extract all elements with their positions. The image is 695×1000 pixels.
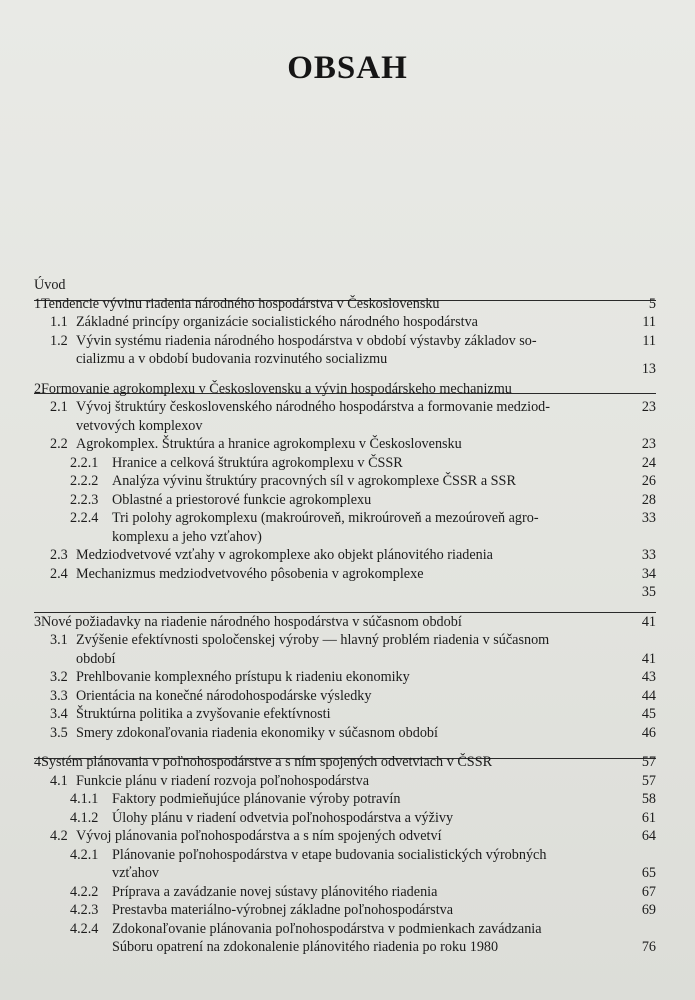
- toc-entry-page: 58: [641, 791, 656, 807]
- toc-entry-title: Mechanizmus medziodvetvového pôsobenia v agrokomplexe: [76, 565, 424, 582]
- toc-entry: [34, 631, 656, 650]
- toc-entry-page: 23: [641, 399, 656, 415]
- toc-entry: [34, 491, 656, 510]
- toc-entry: [34, 454, 656, 473]
- toc-entry: [34, 705, 656, 724]
- toc-entry-number: 4.2: [50, 828, 68, 844]
- toc-entry: [34, 687, 656, 706]
- toc-entry-page: 43: [641, 669, 656, 685]
- toc-entry: [34, 846, 656, 865]
- toc-entry-title: Základné princípy organizácie socialistického národného hospodárstva: [76, 314, 478, 330]
- toc-entry: [34, 509, 656, 528]
- toc-entry-number: 4.2.4: [70, 920, 99, 937]
- toc-entry: [34, 724, 656, 743]
- toc-entry-number: 1.2: [50, 332, 68, 349]
- toc-entry-number: 4.2.3: [70, 902, 99, 918]
- toc-entry-page: 45: [641, 706, 656, 722]
- toc-entry-number: 2: [34, 380, 42, 397]
- toc-entry-page: 46: [641, 724, 656, 741]
- toc-entry-page: 57: [641, 754, 656, 770]
- toc-entry-number: 2.2.2: [70, 473, 99, 489]
- toc-entry: [34, 417, 656, 436]
- toc-entry-title: Funkcie plánu v riadení rozvoja poľnohospodárstva: [76, 772, 369, 789]
- toc-entry: [34, 472, 656, 491]
- toc-entry-page: 33: [641, 510, 656, 526]
- toc-entry-title: Úlohy plánu v riadení odvetvia poľnohospodárstva a výživy: [112, 809, 454, 826]
- toc-entry-title: Agrokomplex. Štruktúra a hranice agrokomplexu v Československu: [76, 436, 462, 452]
- toc-entry: [34, 435, 656, 454]
- toc-entry-title: Štruktúrna politika a zvyšovanie efektívnosti: [76, 706, 331, 722]
- toc-entry: [34, 380, 656, 399]
- toc-entry-title: Orientácia na konečné národohospodárske výsledky: [76, 687, 372, 704]
- toc-entry-title: Tendencie vývinu riadenia národného hospodárstva v Československu: [41, 295, 440, 312]
- toc-entry: [34, 565, 656, 584]
- toc-entry: [34, 332, 656, 351]
- toc-entry-page: 41: [641, 650, 656, 667]
- toc-entry-page: 64: [641, 828, 656, 844]
- toc-entry-title: Smery zdokonaľovania riadenia ekonomiky v súčasnom období: [76, 724, 438, 741]
- toc-entry-title: Medziodvetvové vzťahy v agrokomplexe ako objekt plánovitého riadenia: [76, 547, 493, 563]
- toc-entry-page: 26: [641, 473, 656, 489]
- toc-entry: [34, 583, 656, 602]
- toc-entry-number: 2.1: [50, 399, 68, 415]
- toc-entry-number: 3: [34, 613, 42, 630]
- toc-entry-title: Súboru opatrení na zdokonalenie plánovitého riadenia po roku 1980: [112, 939, 499, 955]
- toc-entry-number: 2.4: [50, 565, 68, 582]
- toc-entry-page: 76: [641, 939, 656, 955]
- toc-entry: [34, 313, 656, 332]
- toc-entry-number: 2.2.1: [70, 454, 99, 471]
- toc-entry-page: 34: [641, 565, 656, 582]
- toc-entry-page: 44: [641, 687, 656, 704]
- toc-entry-title: komplexu a jeho vzťahov): [112, 528, 262, 545]
- toc-entry-page: 24: [641, 454, 656, 471]
- toc-entry: [34, 864, 656, 883]
- toc-entry-title: Vývoj plánovania poľnohospodárstva a s ním spojených odvetví: [76, 828, 442, 844]
- toc-entry-number: 4.2.1: [70, 846, 99, 863]
- toc-entry: [34, 668, 656, 687]
- toc-entry-page: 35: [641, 584, 656, 600]
- toc-entry: [34, 350, 656, 377]
- toc-entry-title: Úvod: [34, 277, 66, 293]
- toc-entry-title: Analýza vývinu štruktúry pracovných síl v agrokomplexe ČSSR a SSR: [112, 473, 516, 489]
- toc-entry-title: Plánovanie poľnohospodárstva v etape budovania socialistických výrobných: [112, 846, 547, 863]
- toc-entry: [34, 809, 656, 828]
- toc-entry-title: Hranice a celková štruktúra agrokomplexu v ČSSR: [112, 454, 403, 471]
- toc-entry-page: 69: [641, 902, 656, 918]
- toc-entry-number: 1.1: [50, 314, 68, 330]
- toc-entry-number: 2.2.4: [70, 510, 99, 526]
- toc-entry-number: 2.3: [50, 547, 68, 563]
- toc-entry-number: 3.3: [50, 687, 68, 704]
- toc-entry-title: období: [76, 650, 116, 667]
- toc-entry-title: Prehlbovanie komplexného prístupu k riadeniu ekonomiky: [76, 669, 410, 685]
- toc-entry-page: 65: [641, 865, 656, 881]
- toc-entry-page: 23: [641, 436, 656, 452]
- toc-entry-number: 3.5: [50, 724, 68, 741]
- table-of-contents: [34, 276, 656, 957]
- toc-entry: [34, 883, 656, 902]
- toc-entry: [34, 650, 656, 669]
- toc-entry: [34, 276, 656, 295]
- toc-entry-number: 3.4: [50, 706, 68, 722]
- toc-entry: [34, 398, 656, 417]
- toc-entry-number: 4: [34, 754, 42, 770]
- toc-entry: [34, 790, 656, 809]
- toc-entry-title: vzťahov: [112, 865, 160, 881]
- toc-entry-number: 1: [34, 295, 42, 312]
- page-title: OBSAH: [287, 50, 408, 86]
- toc-entry: [34, 772, 656, 791]
- toc-entry: [34, 901, 656, 920]
- toc-entry-number: 3.2: [50, 669, 68, 685]
- toc-entry: [34, 528, 656, 547]
- toc-entry-title: cializmu a v období budovania rozvinutého socializmu: [76, 351, 388, 367]
- toc-entry-number: 4.1: [50, 772, 68, 789]
- toc-entry-title: Systém plánovania v poľnohospodárstve a s ním spojených odvetviach v ČSSR: [41, 754, 493, 770]
- toc-entry-page: 61: [641, 809, 656, 826]
- toc-entry-title: Vývin systému riadenia národného hospodárstva v období výstavby základov so-: [76, 332, 537, 349]
- toc-entry-number: 4.2.2: [70, 883, 99, 900]
- toc-entry-title: Prestavba materiálno-výrobnej základne poľnohospodárstva: [112, 902, 454, 918]
- toc-entry-page: 28: [641, 491, 656, 508]
- toc-entry-title: Formovanie agrokomplexu v Československu a vývin hospodárskeho mechanizmu: [41, 380, 512, 397]
- toc-entry: [34, 920, 656, 939]
- toc-entry-number: 4.1.2: [70, 809, 99, 826]
- toc-entry-page: 13: [641, 361, 656, 377]
- toc-entry-number: 2.2.3: [70, 491, 99, 508]
- toc-entry-title: Zvýšenie efektívnosti spoločenskej výroby — hlavný problém riadenia v súčasnom: [76, 632, 550, 648]
- toc-entry-title: Faktory podmieňujúce plánovanie výroby potravín: [112, 791, 401, 807]
- toc-entry-page: 67: [641, 883, 656, 900]
- toc-entry-page: 33: [641, 547, 656, 563]
- toc-entry: [34, 295, 656, 314]
- toc-entry: [34, 546, 656, 565]
- toc-entry-title: Vývoj štruktúry československého národného hospodárstva a formovanie medziod-: [76, 399, 550, 415]
- toc-entry-page: 57: [641, 772, 656, 789]
- toc-entry-number: 2.2: [50, 436, 68, 452]
- toc-entry-title: Zdokonaľovanie plánovania poľnohospodárstva v podmienkach zavádzania: [112, 920, 542, 937]
- toc-entry: [34, 613, 656, 632]
- toc-entry: [34, 753, 656, 772]
- toc-entry-title: Príprava a zavádzanie novej sústavy plánovitého riadenia: [112, 883, 438, 900]
- toc-entry-title: Oblastné a priestorové funkcie agrokomplexu: [112, 491, 372, 508]
- toc-entry-number: 3.1: [50, 632, 68, 648]
- toc-entry-title: Nové požiadavky na riadenie národného hospodárstva v súčasnom období: [41, 613, 462, 630]
- toc-entry-page: 5: [648, 295, 656, 312]
- toc-entry-page: 11: [642, 314, 656, 330]
- toc-entry: [34, 827, 656, 846]
- toc-entry: [34, 938, 656, 957]
- toc-entry-number: 4.1.1: [70, 791, 99, 807]
- toc-entry-page: 41: [641, 613, 656, 630]
- toc-entry-title: vetvových komplexov: [76, 417, 203, 434]
- toc-entry-page: 11: [642, 332, 656, 349]
- toc-entry-title: Tri polohy agrokomplexu (makroúroveň, mikroúroveň a mezoúroveň agro-: [112, 510, 539, 526]
